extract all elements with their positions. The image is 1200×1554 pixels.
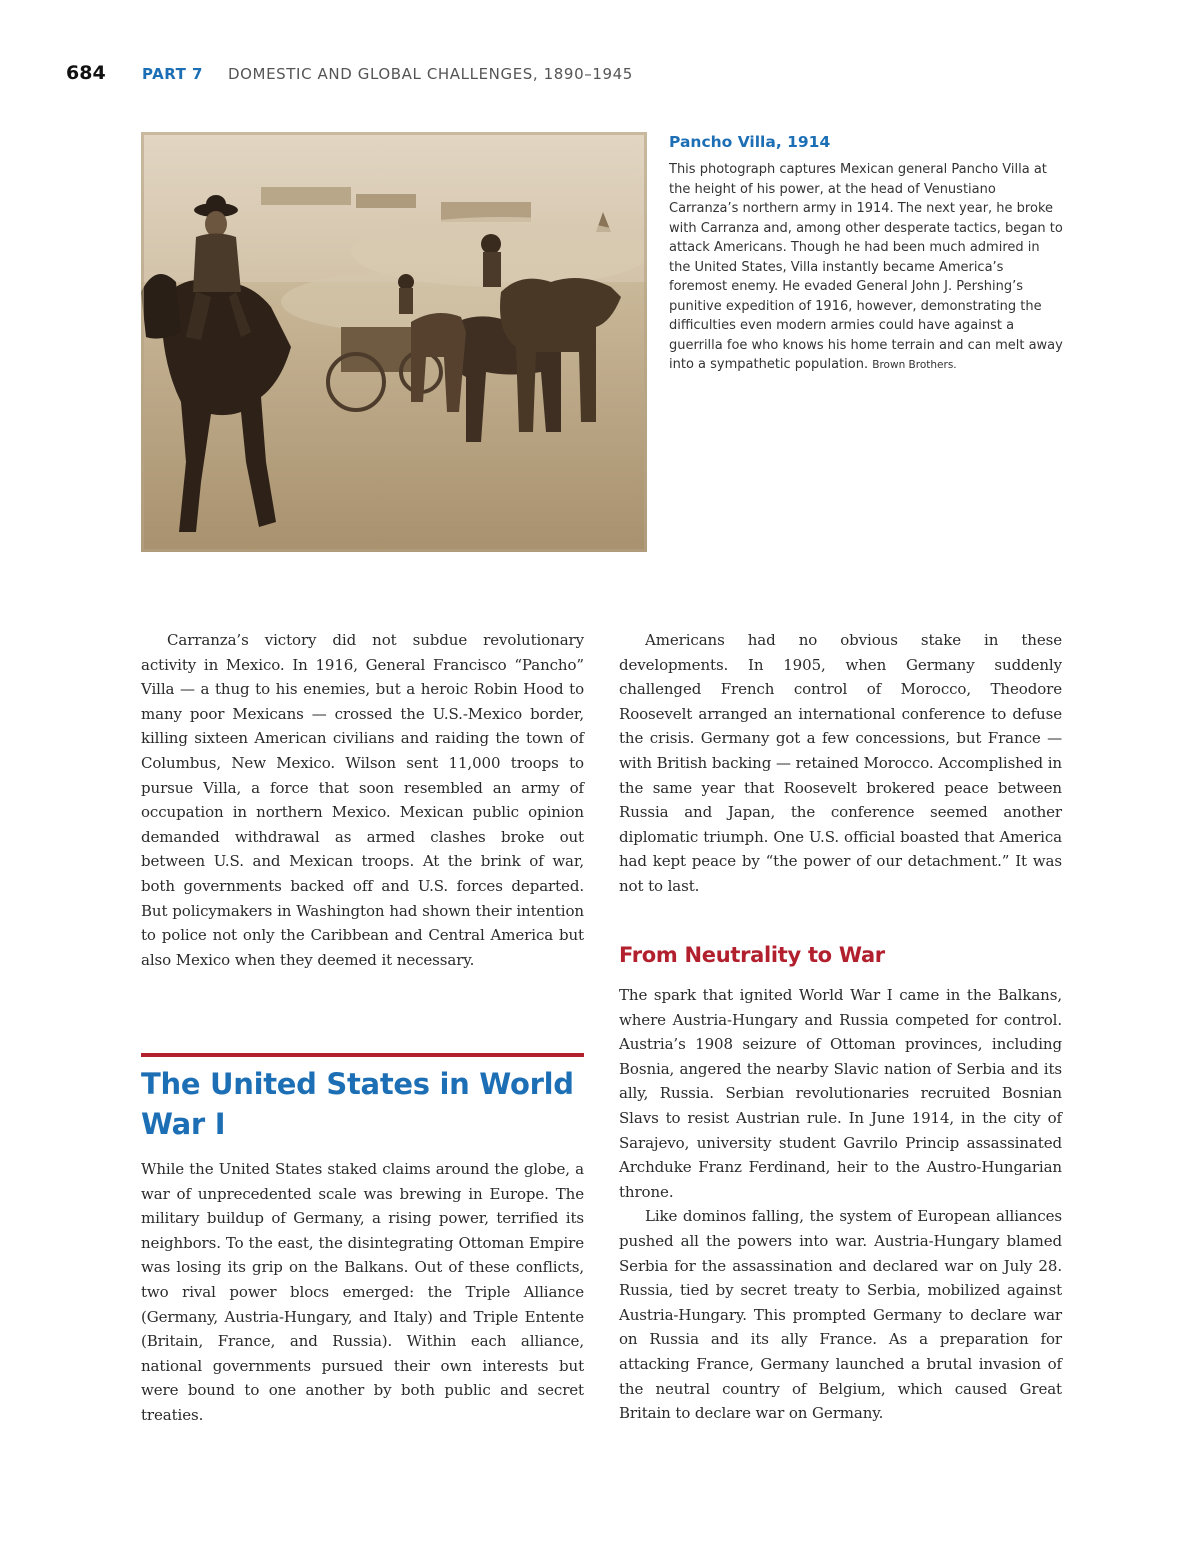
part-title: DOMESTIC AND GLOBAL CHALLENGES, 1890–1945: [228, 65, 633, 83]
pancho-villa-photograph: [141, 132, 647, 552]
section-divider: [141, 1053, 584, 1057]
paragraph: The spark that ignited World War I came in the Balkans, where Austria-Hungary and Russia competed for control. Austria’s 1908 seizure of Ottoman provinces, including Bosnia, angered the nearby Slavic nation of Serbia and its ally, Russia. Serbian revolutionaries recruited Bosnian Slavs to resist Austrian rule. In June 1914, in the city of Sarajevo, university student Gavrilo Princip assassinated Archduke Franz Ferdinand, heir to the Austro-Hungarian throne.: [619, 986, 1062, 1201]
right-column-top: [619, 628, 1062, 899]
caption-title: Pancho Villa, 1914: [669, 133, 831, 151]
left-column-bottom: [141, 1157, 584, 1428]
caption-body: [669, 160, 1065, 376]
paragraph: While the United States staked claims around the globe, a war of unprecedented scale was brewing in Europe. The military buildup of Germany, a rising power, terrified its neighbors. To the east, the disintegrating Ottoman Empire was losing its grip on the Balkans. Out of these conflicts, two rival power blocs emerged: the Triple Alliance (Germany, Austria-Hungary, and Italy) and Triple Entente (Britain, France, and Russia). Within each alliance, national governments pursued their own interests but were bound to one another by both public and secret treaties.: [141, 1160, 584, 1424]
left-column-top: [141, 628, 584, 972]
right-column-bottom: [619, 983, 1062, 1426]
paragraph: Like dominos falling, the system of European alliances pushed all the powers into war. Austria-Hungary blamed Serbia for the assassination and declared war on July 28. Russia, tied by secret treaty to Serbia, mobilized against Austria-Hungary. This prompted Germany to declare war on Russia and its ally France. As a preparation for attacking France, Germany launched a brutal invasion of the neutral country of Belgium, which caused Great Britain to declare war on Germany.: [619, 1207, 1062, 1423]
subsection-heading: From Neutrality to War: [619, 943, 885, 967]
photo-credit: Brown Brothers.: [872, 359, 957, 371]
section-heading: The United States in World War I: [141, 1067, 574, 1141]
page-number: 684: [66, 62, 106, 84]
paragraph: Americans had no obvious stake in these developments. In 1905, when Germany suddenly challenged French control of Morocco, Theodore Roosevelt arranged an international conference to defuse the crisis. Germany got a few concessions, but France — with British backing — retained Morocco. Accomplished in the same year that Roosevelt brokered peace between Russia and Japan, the conference seemed another diplomatic triumph. One U.S. official boasted that America had kept peace by “the power of our detachment.” It was not to last.: [619, 631, 1062, 895]
paragraph: Carranza’s victory did not subdue revolutionary activity in Mexico. In 1916, General Francisco “Pancho” Villa — a thug to his enemies, but a heroic Robin Hood to many poor Mexicans — crossed the U.S.-Mexico border, killing sixteen American civilians and raiding the town of Columbus, New Mexico. Wilson sent 11,000 troops to pursue Villa, a force that soon resembled an army of occupation in northern Mexico. Mexican public opinion demanded withdrawal as armed clashes broke out between U.S. and Mexican troops. At the brink of war, both governments backed off and U.S. forces departed. But policymakers in Washington had shown their intention to police not only the Caribbean and Central America but also Mexico when they deemed it necessary.: [141, 631, 584, 969]
figure-caption: [669, 132, 1065, 376]
running-head: [66, 60, 766, 90]
part-label: PART 7: [142, 65, 203, 83]
caption-text: This photograph captures Mexican general Pancho Villa at the height of his power, at the head of Venustiano Carranza’s northern army in 1914. The next year, he broke with Carranza and, among other desperate tactics, began to attack Americans. Though he had been much admired in the United States, Villa instantly became America’s foremost enemy. He evaded General John J. Pershing’s punitive expedition of 1916, however, demonstrating the difficulties even modern armies could have against a guerrilla foe who knows his home terrain and can melt away into a sympathetic population.: [669, 162, 1063, 372]
